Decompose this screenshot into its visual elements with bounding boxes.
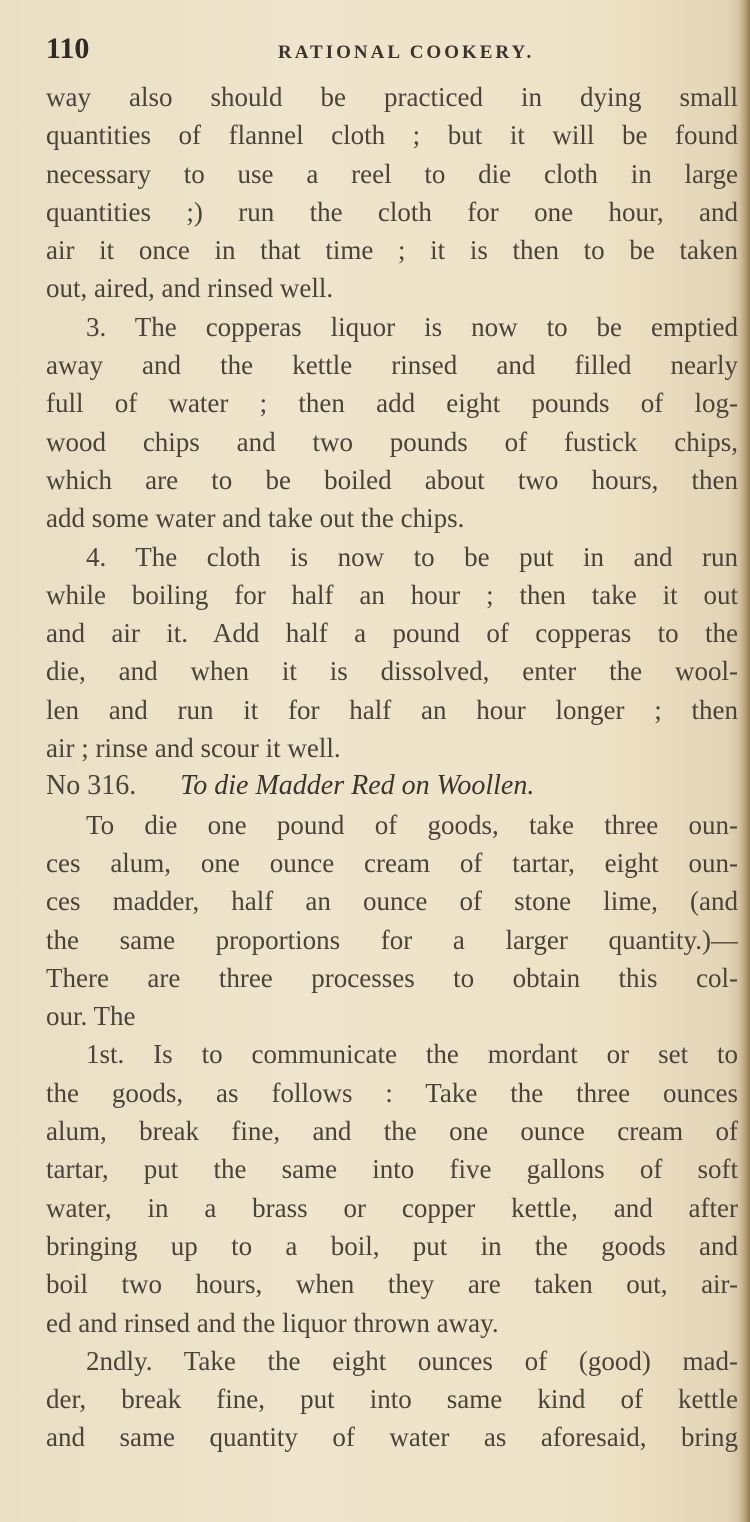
- text-line: ces madder, half an ounce of stone lime, (and: [46, 886, 738, 917]
- text-line: our. The: [46, 1001, 136, 1032]
- paragraph-start-line: 2ndly. Take the eight ounces of (good) mad-: [86, 1345, 738, 1376]
- paragraph-start-line: 4. The cloth is now to be put in and run: [86, 541, 738, 572]
- recipe-title: To die Madder Red on Woollen.: [180, 770, 535, 802]
- text-line: the same proportions for a larger quantity.)—: [46, 924, 738, 955]
- text-line: necessary to use a reel to die cloth in large: [46, 158, 738, 189]
- text-line: len and run it for half an hour longer ; then: [46, 694, 738, 725]
- text-line: away and the kettle rinsed and filled nearly: [46, 350, 738, 381]
- text-line: tartar, put the same into five gallons of soft: [46, 1154, 738, 1185]
- text-line: full of water ; then add eight pounds of log-: [46, 388, 738, 419]
- text-line: while boiling for half an hour ; then take it out: [46, 579, 738, 610]
- recipe-number: No 316.: [46, 770, 137, 802]
- text-line: ces alum, one ounce cream of tartar, eight oun-: [46, 847, 738, 878]
- text-line: the goods, as follows : Take the three ounces: [46, 1077, 738, 1108]
- text-line: boil two hours, when they are taken out, air-: [46, 1269, 738, 1300]
- text-line: alum, break fine, and the one ounce cream of: [46, 1116, 738, 1147]
- text-line: quantities of flannel cloth ; but it will be found: [46, 120, 738, 151]
- text-line: wood chips and two pounds of fustick chips,: [46, 426, 738, 457]
- text-line: air it once in that time ; it is then to be taken: [46, 235, 738, 266]
- paragraph-start-line: To die one pound of goods, take three oun-: [86, 809, 738, 840]
- text-line: out, aired, and rinsed well.: [46, 273, 334, 304]
- page-edge: [738, 0, 750, 1522]
- text-line: and same quantity of water as aforesaid, bring: [46, 1422, 738, 1453]
- text-line: ed and rinsed and the liquor thrown away.: [46, 1307, 499, 1338]
- page-header: [46, 32, 736, 72]
- text-line: bringing up to a boil, put in the goods and: [46, 1230, 738, 1261]
- text-line: and air it. Add half a pound of copperas to the: [46, 618, 738, 649]
- body-text: [46, 78, 738, 1457]
- text-line: quantities ;) run the cloth for one hour, and: [46, 196, 738, 227]
- text-line: way also should be practiced in dying small: [46, 82, 738, 112]
- recipe-heading: [46, 767, 738, 805]
- text-line: der, break fine, put into same kind of kettle: [46, 1384, 738, 1415]
- text-line: air ; rinse and scour it well.: [46, 733, 341, 764]
- page-number: 110: [46, 32, 90, 65]
- paragraph-start-line: 1st. Is to communicate the mordant or set to: [86, 1039, 738, 1070]
- text-line: water, in a brass or copper kettle, and after: [46, 1192, 738, 1223]
- paragraph-start-line: 3. The copperas liquor is now to be emptied: [86, 311, 738, 342]
- text-line: which are to be boiled about two hours, then: [46, 464, 738, 495]
- running-title: RATIONAL COOKERY.: [278, 42, 535, 63]
- text-line: die, and when it is dissolved, enter the wool-: [46, 656, 738, 687]
- text-line: add some water and take out the chips.: [46, 503, 465, 534]
- text-line: There are three processes to obtain this col-: [46, 962, 738, 993]
